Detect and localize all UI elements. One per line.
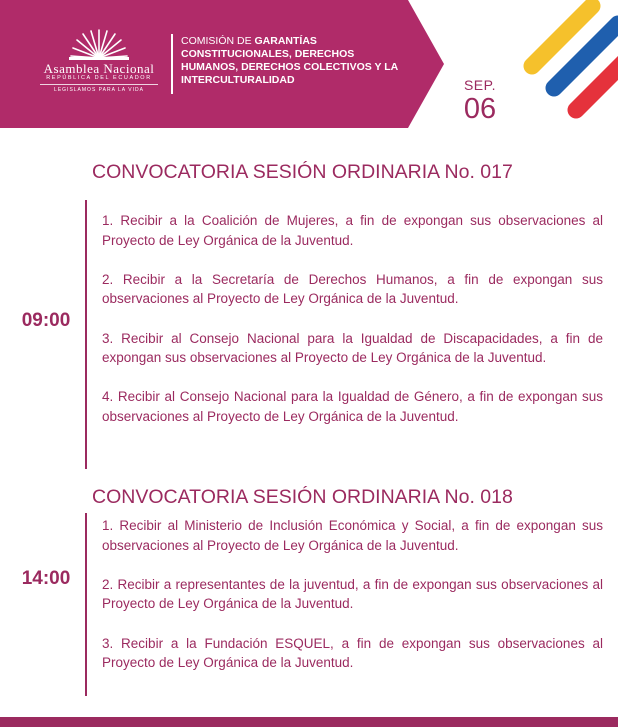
footer-bar <box>0 717 618 727</box>
commission-prefix: COMISIÓN DE <box>181 35 252 47</box>
logo-subtitle: REPÚBLICA DEL ECUADOR <box>46 75 152 81</box>
session-date <box>446 77 514 125</box>
commission-title: GARANTÍAS CONSTITUCIONALES, DERECHOS HUMANOS, DERECHOS COLECTIVOS Y LA INTERCULTURALIDAD <box>181 35 398 86</box>
session-title: CONVOCATORIA SESIÓN ORDINARIA No. 018 <box>92 486 513 508</box>
timeline-line <box>85 200 87 469</box>
logo-name: Asamblea Nacional <box>43 61 155 76</box>
sunburst-emblem-icon <box>69 28 129 60</box>
agenda-list <box>102 516 603 692</box>
session-017 <box>0 158 618 470</box>
agenda-item: 4. Recibir al Consejo Nacional para la Igualdad de Género, a fin de expongan sus observaciones al Proyecto de Ley Orgánica de la Juventud. <box>102 389 603 424</box>
timeline-line <box>85 513 87 696</box>
flag-stripes-decoration <box>532 6 618 110</box>
agenda-item: 3. Recibir al Consejo Nacional para la Igualdad de Discapacidades, a fin de expongan sus observaciones al Proyecto de Ley Orgánica de la Juventud. <box>102 330 603 366</box>
agenda-item: 1. Recibir al Ministerio de Inclusión Económica y Social, a fin de expongan sus observaciones al Proyecto de Ley Orgánica de la Juventud. <box>102 518 603 553</box>
agenda-item: 3. Recibir a la Fundación ESQUEL, a fin de expongan sus observaciones al Proyecto de Ley Orgánica de la Juventud. <box>102 635 603 671</box>
date-month: SEP. <box>463 77 497 93</box>
session-018 <box>0 483 618 698</box>
header-banner <box>0 0 618 130</box>
session-title: CONVOCATORIA SESIÓN ORDINARIA No. 017 <box>92 161 513 183</box>
agenda-item: 1. Recibir a la Coalición de Mujeres, a fin de expongan sus observaciones al Proyecto de Ley Orgánica de la Juventud. <box>102 213 603 248</box>
date-day: 06 <box>463 93 497 125</box>
logo-rule <box>40 84 158 85</box>
asamblea-logo <box>34 28 164 93</box>
logo-tagline: LEGISLAMOS PARA LA VIDA <box>54 87 144 93</box>
session-time: 09:00 <box>21 310 71 331</box>
header-divider <box>171 34 173 94</box>
agenda-list <box>102 211 603 446</box>
agenda-item: 2. Recibir a representantes de la juventud, a fin de expongan sus observaciones al Proyecto de Ley Orgánica de la Juventud. <box>102 576 603 612</box>
agenda-item: 2. Recibir a la Secretaría de Derechos Humanos, a fin de expongan sus observaciones al Proyecto de Ley Orgánica de la Juventud. <box>102 271 603 307</box>
session-time: 14:00 <box>21 568 71 589</box>
commission-name <box>181 35 411 87</box>
